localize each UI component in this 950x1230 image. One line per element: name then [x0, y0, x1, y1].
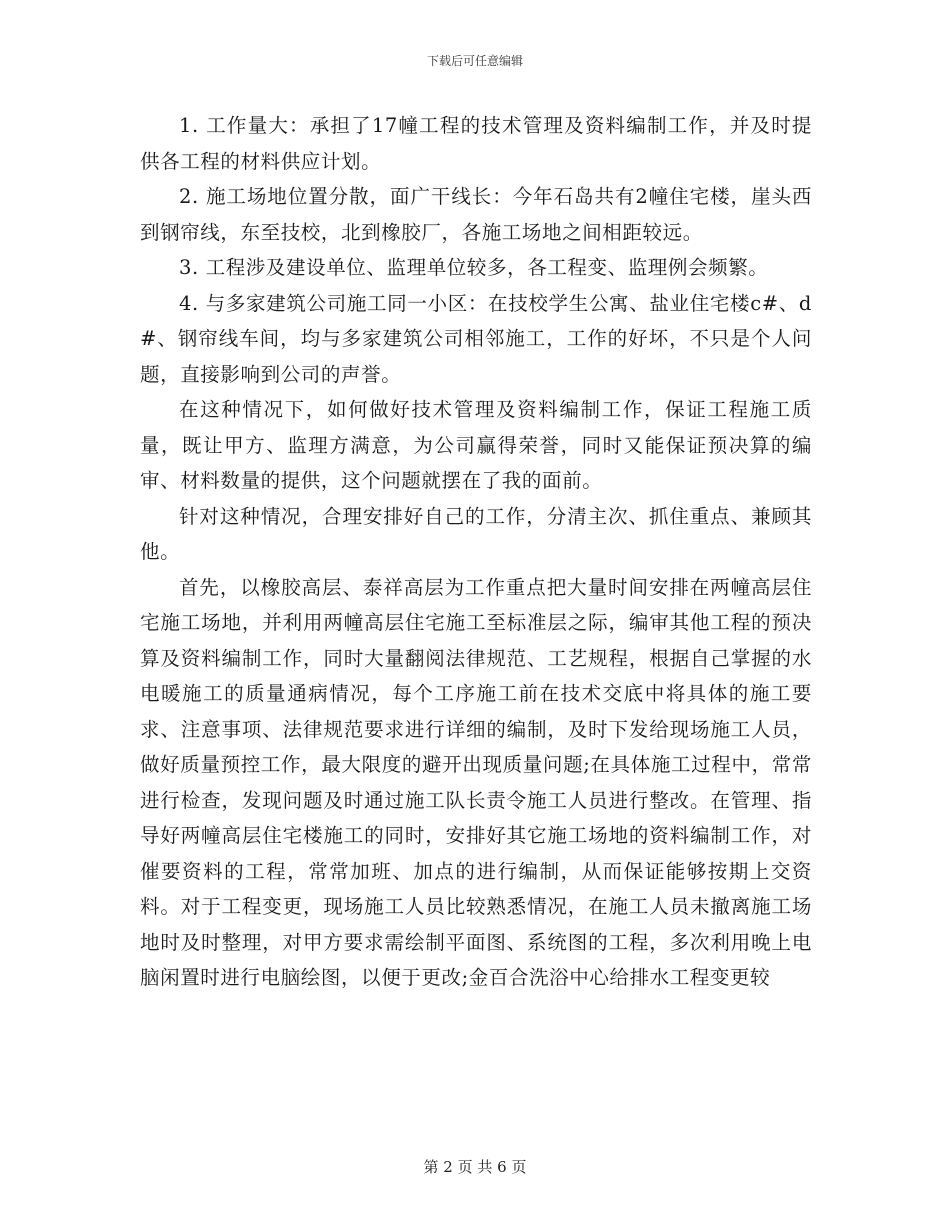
paragraph-first-measure: 首先，以橡胶高层、泰祥高层为工作重点把大量时间安排在两幢高层住宅施工场地，并利用两幢高层住宅施工至标准层之际，编审其他工程的预决算及资料编制工作，同时大量翻阅法律规范、工艺规程，根据自己掌握的水电暖施工的质量通病情况，每个工序施工前在技术交底中将具体的施工要求、注意事项、法律规范要求进行详细的编制，及时下发给现场施工人员，做好质量预控工作，最大限度的避开出现质量问题;在具体施工过程中，常常进行检查，发现问题及时通过施工队长责令施工人员进行整改。在管理、指导好两幢高层住宅楼施工的同时，安排好其它施工场地的资料编制工作，对催要资料的工程，常常加班、加点的进行编制，从而保证能够按期上交资料。对于工程变更，现场施工人员比较熟悉情况，在施工人员未撤离施工场地时及时整理，对甲方要求需绘制平面图、系统图的工程，多次利用晚上电脑闲置时进行电脑绘图，以便于更改;金百合洗浴中心给排水工程变更较: [140, 575, 812, 989]
document-body: [140, 108, 812, 996]
paragraph-many-units: 3. 工程涉及建设单位、监理单位较多，各工程变、监理例会频繁。: [179, 256, 769, 279]
page-footer: 第 2 页 共 6 页: [423, 1158, 527, 1176]
paragraph-site-dispersion: 2. 施工场地位置分散，面广干线长：今年石岛共有2幢住宅楼，崖头西到钢帘线，东至技校，北到橡胶厂，各施工场地之间相距较远。: [140, 185, 812, 244]
paragraph-workload: 1. 工作量大：承担了17幢工程的技术管理及资料编制工作，并及时提供各工程的材料供应计划。: [140, 114, 812, 173]
page-header: 下载后可任意编辑: [426, 54, 523, 68]
paragraph-shared-site: 4. 与多家建筑公司施工同一小区：在技校学生公寓、盐业住宅楼c#、d#、钢帘线车间，均与多家建筑公司相邻施工，工作的好坏，不只是个人问题，直接影响到公司的声誉。: [140, 291, 812, 386]
paragraph-arrangement: 针对这种情况，合理安排好自己的工作，分清主次、抓住重点、兼顾其他。: [140, 504, 812, 563]
paragraph-situation: 在这种情况下，如何做好技术管理及资料编制工作，保证工程施工质量，既让甲方、监理方满意，为公司赢得荣誉，同时又能保证预决算的编审、材料数量的提供，这个问题就摆在了我的面前。: [140, 398, 812, 492]
